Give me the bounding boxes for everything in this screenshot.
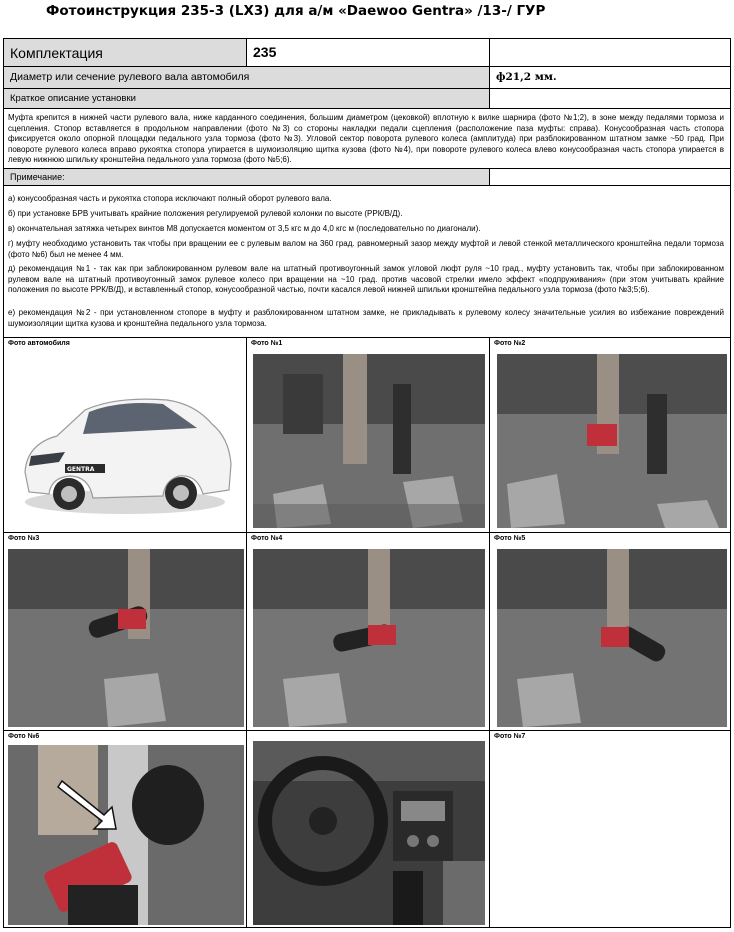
photo-cell-8 [490,731,730,927]
empty-cell [490,169,730,186]
notes-cell [4,186,730,338]
komplektaciya-label-cell [4,39,247,67]
photo-caption: Фото №2 [494,340,526,347]
note-item: г) муфту необходимо установить так чтобы при вращении ее с рулевым валом на 360 град. равномерный зазор между муфтой и левой стенкой металлического кронштейна педали тормоза (фото №6) был не менее 4 мм. [8,239,724,259]
diameter-label: Диаметр или сечение рулевого вала автомобиля [10,71,250,83]
photo-caption: Фото №5 [494,535,526,542]
pedal-photo [8,549,244,727]
photo-cell-5 [490,533,730,731]
note-item: в) окончательная затяжка четырех винтов М8 допускается моментом от 3,5 кгс м до 4,0 кгс м (последовательно по диагонали). [8,224,481,233]
komplektaciya-value: 235 [253,44,277,60]
komplektaciya-value-cell [247,39,490,67]
photo-cell-6 [4,731,247,927]
short-desc-label-cell [4,89,490,109]
notes-label: Примечание: [10,172,65,182]
photo-cell-3 [4,533,247,731]
photo-cell-7 [247,731,490,927]
note-item: а) конусообразная часть и рукоятка стопора исключают полный оборот рулевого вала. [8,194,332,203]
diameter-value: ф21,2 мм. [496,71,557,83]
photo-caption: Фото №7 [494,733,526,740]
photo-cell-1 [247,338,490,533]
short-desc-text: Муфта крепится в нижней части рулевого вала, ниже карданного соединения, большим диаметром (цековкой) вплотную к вилке шарнира (фото №1;2), в зоне между педалями тормоза и сцепления. Стопор вставляется в продольном направлении (фото №3) со стороны накладки педали сцепления (расположение паза муфты: справа). Конусообразная часть стопора фиксируется около опорной площадки педального узла тормоза (фото №3). Угловой сектор поворота рулевого колеса (амплитуда) при разблокированном штатном замке ~50 град. При повороте рулевого колеса вправо рукоятка стопора упирается в шумоизоляцию щитка кузова (фото №4), при повороте рулевого колеса влево конусообразная часть стопора упирается в левую нижнюю шпильку кронштейна педального узла тормоза (фото №5;6). [8,113,724,164]
pedal-photo [497,354,727,528]
note-item: е) рекомендация №2 - при установленном стопоре в муфту и разблокированном штатном замке, не прикладывать к рулевому колесу значительные усилия во избежание повреждений шумоизоляции щитка кузова и кронштейна педального узла тормоза. [8,308,724,328]
photo-cell-2 [490,338,730,533]
pedal-photo [253,354,485,528]
komplektaciya-label: Комплектация [10,45,103,61]
empty-cell [490,39,730,67]
short-desc-label: Краткое описание установки [10,93,136,104]
photo-caption: Фото №6 [8,733,40,740]
diameter-value-cell [490,67,730,89]
photo-caption: Фото №3 [8,535,40,542]
note-item: б) при установке БРВ учитывать крайние положения регулируемой рулевой колонки по высоте (РРК/В/Д). [8,209,403,218]
photo-cell-car [4,338,247,533]
photo-caption: Фото №1 [251,340,283,347]
note-item: д) рекомендация №1 - так как при заблокированном рулевом вале на штатный противоугонный замок угловой люфт руля ~10 град., муфту установить так, чтобы при заблокированном рулевом вале на штатный противоугонный замок рулевое колесо при вращении на ~10 град. против часовой стрелки имело эффект «подпруживания» (при этом учитывать крайние положения по высоте РРК/В/Д), и вставленный стопор, конусообразной частью, почти касался левой нижней шпильки кронштейна педального узла тормоза (фото №3;5;6). [8,264,724,294]
closeup-photo [8,745,244,925]
instruction-table [3,38,731,928]
photo-cell-4 [247,533,490,731]
short-desc-cell [4,109,730,169]
car-photo [7,352,243,528]
pedal-photo [253,549,485,727]
photo-caption: Фото автомобиля [8,340,70,347]
photo-caption: Фото №4 [251,535,283,542]
notes-label-cell [4,169,490,186]
diameter-label-cell [4,67,490,89]
pedal-photo [497,549,727,727]
car-badge: GENTRA [67,466,95,473]
page-title: Фотоинструкция 235-3 (LX3) для а/м «Daewoo Gentra» /13-/ ГУР [46,3,546,19]
empty-cell [490,89,730,109]
interior-photo [253,741,485,925]
